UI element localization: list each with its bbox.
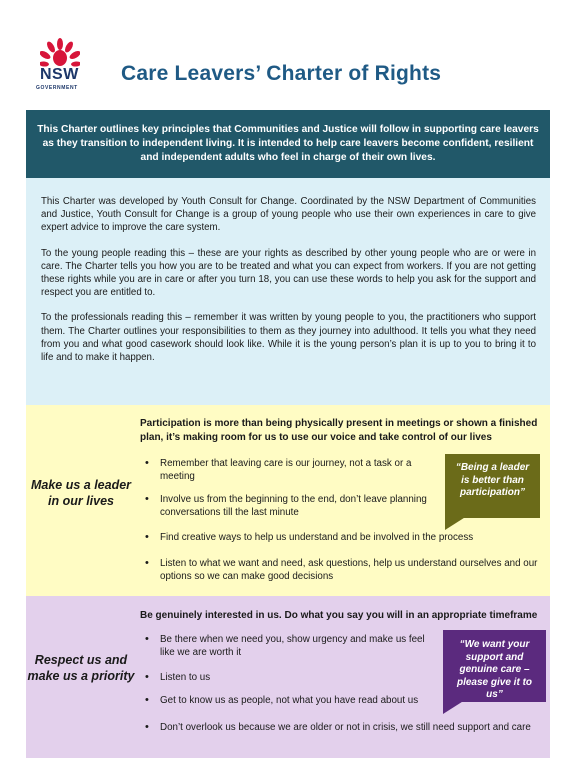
- section-title: Respect us and make us a priority: [27, 653, 135, 683]
- page-header: [0, 0, 580, 108]
- bullet-icon: •: [145, 633, 149, 645]
- list-item: • Don’t overlook us because we are older or not in crisis, we still need support and care: [145, 721, 531, 733]
- bullet-icon: •: [145, 694, 149, 706]
- bullet-icon: •: [145, 721, 149, 733]
- list-item: • Involve us from the beginning to the end, don’t leave planning conversations till the last minute: [145, 493, 427, 518]
- intro-paragraph: To the young people reading this – these are your rights as described by other young people who are or were in care. The Charter tells you how you are to be treated and what you can expect from workers. If you are not getting these rights while you are in care or after you turn 18, you can use these words to help you ask for the support and respect you are entitled to.: [41, 247, 536, 299]
- waratah-icon: [40, 38, 80, 68]
- logo-nsw-text: NSW: [40, 66, 79, 83]
- bullet-icon: •: [145, 671, 149, 683]
- list-item: • Find creative ways to help us understand and be involved in the process: [145, 531, 474, 543]
- list-item: • Be there when we need you, show urgency and make us feel like we are worth it: [145, 633, 425, 658]
- speech-tail-icon: [443, 700, 465, 714]
- intro-paragraph: This Charter was developed by Youth Consult for Change. Coordinated by the NSW Department of Communities and Justice, Youth Consult for Change is a group of young people who use their own experiences in care to give expert advice to improve the care system.: [41, 196, 536, 234]
- quote-bubble: “Being a leader is better than participation”: [445, 454, 540, 518]
- bullet-icon: •: [145, 531, 149, 543]
- list-item: • Listen to us: [145, 671, 211, 683]
- page-title: Care Leavers’ Charter of Rights: [121, 62, 442, 85]
- bullet-icon: •: [145, 457, 149, 469]
- charter-summary-banner: This Charter outlines key principles that Communities and Justice will follow in supporting care leavers as they transition to independent living. It is intended to help care leavers become confident, resilient and independent adults who feel in charge of their own lives.: [26, 110, 550, 178]
- speech-tail-icon: [445, 516, 467, 530]
- intro-paragraph: To the professionals reading this – remember it was written by young people to you, the practitioners who support them. The Charter outlines your responsibilities to them as they journey into adulthood. It tells you what they need from you and what good casework should look like. While it is the young person’s plan it is up to you to bring it to life and to make it happen.: [41, 312, 536, 364]
- list-item: • Listen to what we want and need, ask questions, help us understand ourselves and our options so we can make good decisions: [145, 557, 538, 582]
- section-lead: Participation is more than being physically present in meetings or shown a finished plan, it’s making room for us to use our voice and take control of our lives: [140, 418, 538, 443]
- logo-government-text: GOVERNMENT: [36, 85, 78, 91]
- section-lead: Be genuinely interested in us. Do what you say you will in an appropriate timeframe: [140, 610, 538, 621]
- intro-panel: [26, 178, 550, 405]
- quote-bubble: “We want your support and genuine care – please give it to us”: [443, 630, 546, 702]
- section-title: Make us a leader in our lives: [30, 478, 132, 508]
- list-item: • Remember that leaving care is our journey, not a task or a meeting: [145, 457, 412, 482]
- list-item: • Get to know us as people, not what you have read about us: [145, 694, 419, 706]
- bullet-icon: •: [145, 493, 149, 505]
- bullet-icon: •: [145, 557, 149, 569]
- nsw-government-logo: [34, 38, 94, 98]
